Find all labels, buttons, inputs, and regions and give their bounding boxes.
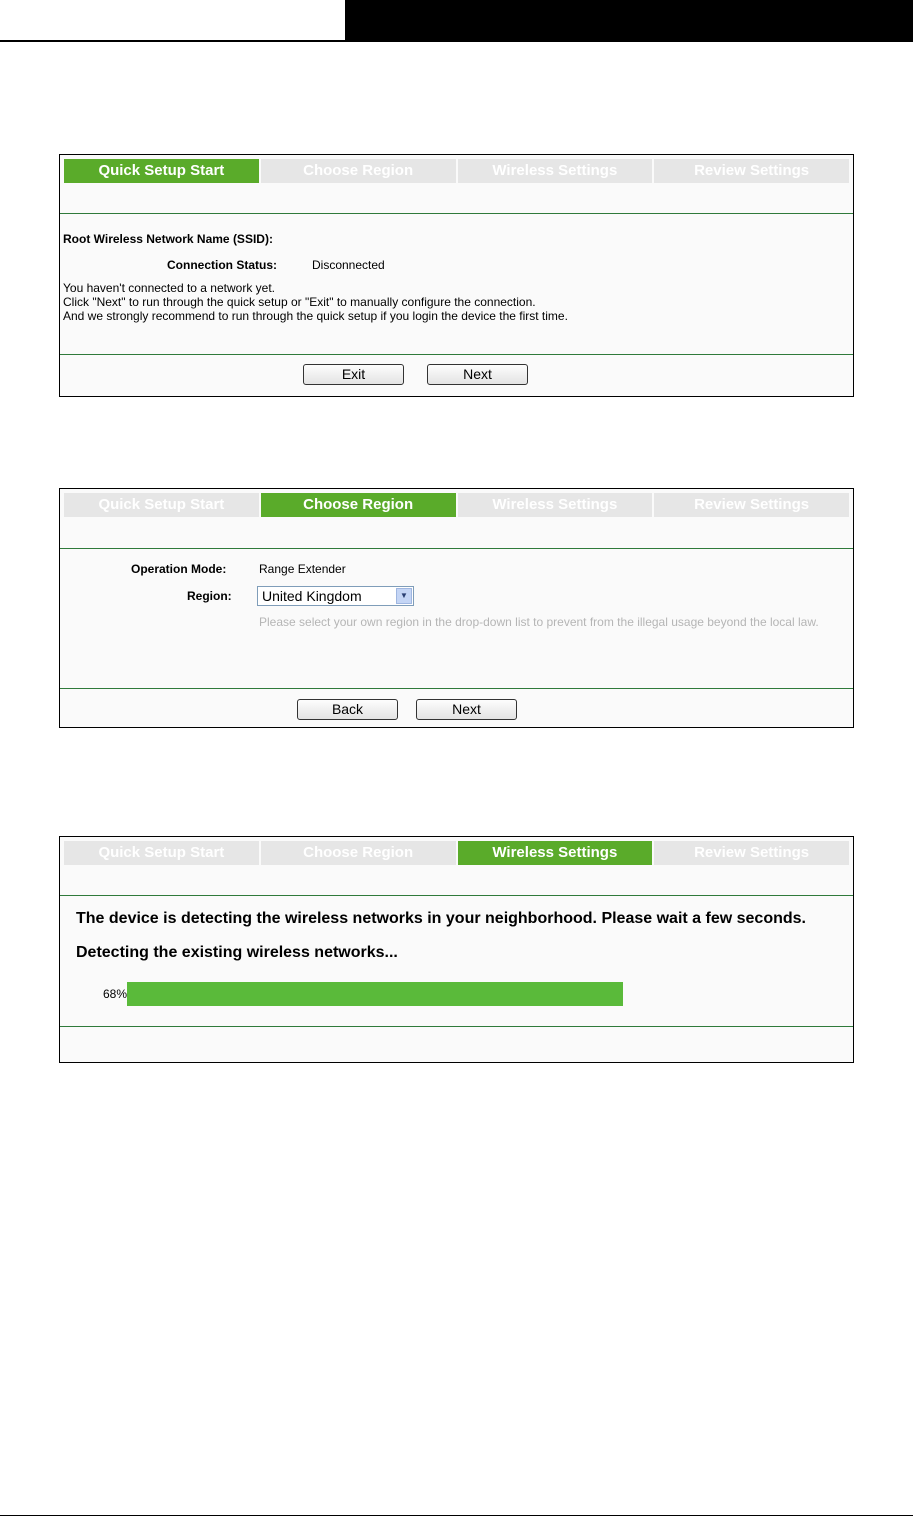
ssid-label: Root Wireless Network Name (SSID): bbox=[63, 232, 273, 246]
tab-quick-setup-start[interactable]: Quick Setup Start bbox=[64, 493, 259, 517]
next-button[interactable]: Next bbox=[427, 364, 528, 385]
info-line: Click "Next" to run through the quick setup or "Exit" to manually configure the connection. bbox=[63, 295, 536, 309]
progress-bar bbox=[127, 982, 623, 1006]
operation-mode-value: Range Extender bbox=[259, 562, 346, 576]
header-bar bbox=[345, 0, 913, 42]
step-tabs bbox=[64, 493, 849, 517]
progress-percent: 68% bbox=[103, 987, 128, 1001]
divider bbox=[60, 354, 853, 355]
region-hint: Please select your own region in the drop-down list to prevent from the illegal usage beyond the local law. bbox=[259, 615, 819, 629]
divider bbox=[60, 1026, 853, 1027]
wireless-settings-panel bbox=[59, 836, 854, 1063]
info-line: You haven't connected to a network yet. bbox=[63, 281, 275, 295]
progress-track bbox=[127, 982, 856, 1006]
region-selected-value: United Kingdom bbox=[262, 588, 362, 604]
divider bbox=[60, 895, 853, 896]
connection-status-value: Disconnected bbox=[312, 258, 385, 272]
tab-wireless-settings[interactable]: Wireless Settings bbox=[458, 493, 653, 517]
choose-region-panel bbox=[59, 488, 854, 728]
next-button[interactable]: Next bbox=[416, 699, 517, 720]
detecting-subline: Detecting the existing wireless networks... bbox=[76, 944, 398, 961]
tab-wireless-settings[interactable]: Wireless Settings bbox=[458, 159, 653, 183]
footer-rule bbox=[0, 1515, 913, 1516]
tab-review-settings[interactable]: Review Settings bbox=[654, 159, 849, 183]
quick-setup-start-panel bbox=[59, 154, 854, 397]
region-select[interactable] bbox=[257, 586, 414, 606]
tab-choose-region[interactable]: Choose Region bbox=[261, 841, 456, 865]
info-line: And we strongly recommend to run through the quick setup if you login the device the first time. bbox=[63, 309, 568, 323]
divider bbox=[60, 688, 853, 689]
tab-quick-setup-start[interactable]: Quick Setup Start bbox=[64, 159, 259, 183]
step-tabs bbox=[64, 841, 849, 865]
detecting-headline: The device is detecting the wireless networks in your neighborhood. Please wait a few seconds. bbox=[76, 910, 806, 927]
divider bbox=[60, 213, 853, 214]
exit-button[interactable]: Exit bbox=[303, 364, 404, 385]
divider bbox=[60, 548, 853, 549]
tab-choose-region[interactable]: Choose Region bbox=[261, 493, 456, 517]
region-label: Region: bbox=[187, 589, 232, 603]
tab-wireless-settings[interactable]: Wireless Settings bbox=[458, 841, 653, 865]
step-tabs bbox=[64, 159, 849, 183]
back-button[interactable]: Back bbox=[297, 699, 398, 720]
tab-review-settings[interactable]: Review Settings bbox=[654, 493, 849, 517]
tab-review-settings[interactable]: Review Settings bbox=[654, 841, 849, 865]
tab-choose-region[interactable]: Choose Region bbox=[261, 159, 456, 183]
chevron-down-icon[interactable]: ▼ bbox=[396, 588, 412, 604]
connection-status-label: Connection Status: bbox=[167, 258, 277, 272]
tab-quick-setup-start[interactable]: Quick Setup Start bbox=[64, 841, 259, 865]
header-rule bbox=[0, 40, 345, 42]
operation-mode-label: Operation Mode: bbox=[131, 562, 227, 576]
